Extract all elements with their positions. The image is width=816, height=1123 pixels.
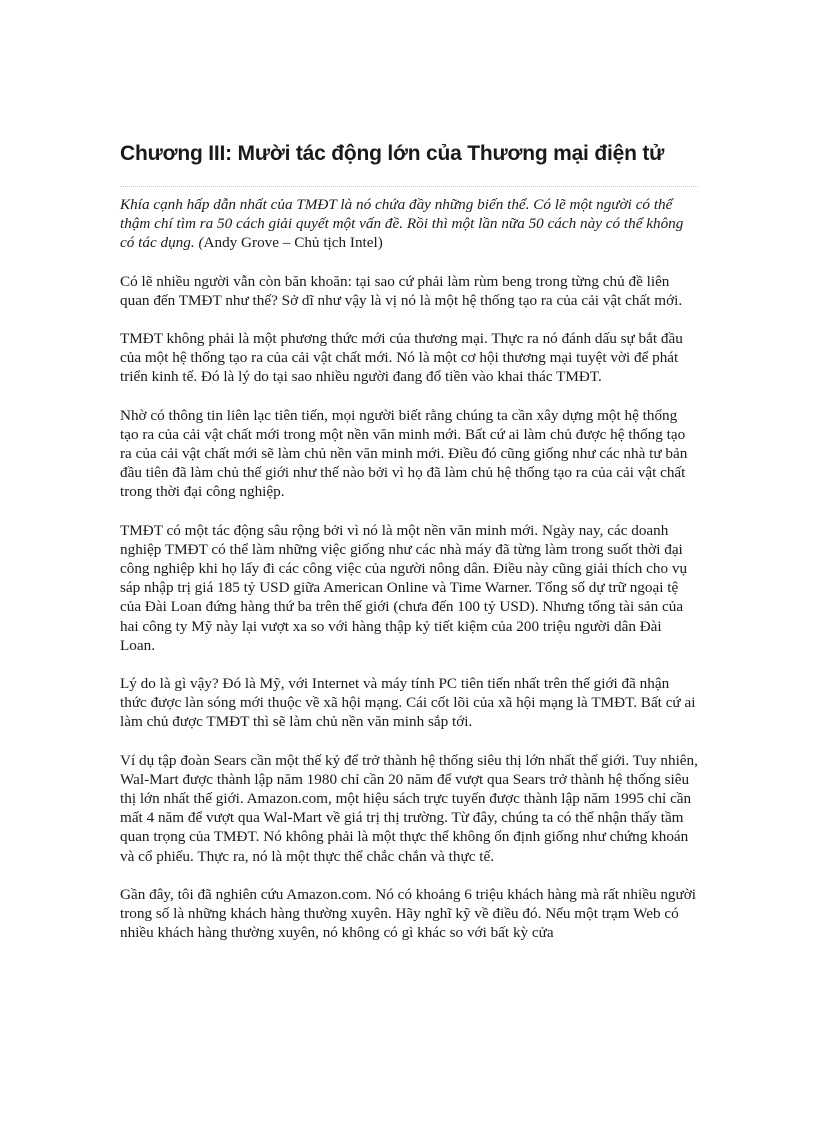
paragraph: Có lẽ nhiều người vẫn còn băn khoăn: tại sao cứ phải làm rùm beng trong từng chủ đề liên quan đến TMĐT như thế? Sở dĩ như vậy là vị nó là một hệ thống tạo ra của cải vật chất mới. — [120, 272, 683, 309]
document-page — [120, 140, 698, 943]
paragraph: Nhờ có thông tin liên lạc tiên tiến, mọi người biết rằng chúng ta cần xây dựng một hệ thống tạo ra của cải vật chất mới trong một nền văn minh mới. Bất cứ ai làm chủ được hệ thống tạo ra của cải vật chất mới sẽ làm chủ nền văn minh mới. Điều đó cũng giống như các nhà tư bản đầu tiên đã làm chủ thế giới như thế nào bởi vì họ đã làm chủ hệ thống tạo ra của cải vật chất trong thời đại công nghiệp. — [120, 406, 688, 501]
paragraph: TMĐT không phải là một phương thức mới của thương mại. Thực ra nó đánh dấu sự bắt đầu của một hệ thống tạo ra của cải vật chất mới. Nó là một cơ hội thương mại tuyệt vời để phát triển kinh tế. Đó là lý do tại sao nhiều người đang đổ tiền vào khai thác TMĐT. — [120, 330, 683, 386]
quote-text: Khía cạnh hấp dẫn nhất của TMĐT là nó chứa đầy những biến thể. Có lẽ một người có thể thậm chí tìm ra 50 cách giải quyết một vấn đề. Rồi thì một lần nữa 50 cách này có thể không có tác dụng. ( — [120, 196, 684, 252]
epigraph-quote — [120, 195, 698, 253]
title-divider — [120, 186, 698, 187]
paragraph: Lý do là gì vậy? Đó là Mỹ, với Internet và máy tính PC tiên tiến nhất trên thế giới đã nhận thức được làn sóng mới thuộc về xã hội mạng. Cái cốt lõi của xã hội mạng là TMĐT. Bất cứ ai làm chủ được TMĐT thì sẽ làm chủ nền văn minh sắp tới. — [120, 675, 696, 731]
quote-attribution: Andy Grove – Chủ tịch Intel) — [203, 234, 383, 252]
paragraph: TMĐT có một tác động sâu rộng bởi vì nó là một nền văn minh mới. Ngày nay, các doanh nghiệp TMĐT có thể làm những việc giống như các nhà máy đã từng làm trong suốt thời đại công nghiệp khi họ lấy đi các công việc của người nông dân. Điều này cũng giải thích cho vụ sáp nhập trị giá 185 tỷ USD giữa American Online và Time Warner. Tổng số dự trữ ngoại tệ của Đài Loan đứng hàng thứ ba trên thế giới (chưa đến 100 tỷ USD). Nhưng tổng tài sản của hai công ty Mỹ này lại vượt xa so với hàng thập kỷ tiết kiệm của 200 triệu người dân Đài Loan. — [120, 521, 688, 654]
paragraph: Ví dụ tập đoàn Sears cần một thế kỷ để trở thành hệ thống siêu thị lớn nhất thế giới. Tuy nhiên, Wal-Mart được thành lập năm 1980 chỉ cần 20 năm để vượt qua Sears trở thành hệ thống siêu thị lớn nhất thế giới. Amazon.com, một hiệu sách trực tuyến được thành lập năm 1995 chỉ cần mất 4 năm để vượt qua Wal-Mart về giá trị thị trường. Từ đây, chúng ta có thể nhận thấy tầm quan trọng của TMĐT. Nó không phải là một thực thể không ổn định giống như chứng khoán và cổ phiếu. Thực ra, nó là một thực thể chắc chắn và thực tế. — [120, 751, 698, 865]
paragraph: Gần đây, tôi đã nghiên cứu Amazon.com. Nó có khoảng 6 triệu khách hàng mà rất nhiều người trong số là những khách hàng thường xuyên. Hãy nghĩ kỹ về điều đó. Nếu một trạm Web có nhiều khách hàng thường xuyên, nó không có gì khác so với bất kỳ cửa — [120, 885, 697, 942]
chapter-title: Chương III: Mười tác động lớn của Thương mại điện tử — [120, 142, 665, 165]
